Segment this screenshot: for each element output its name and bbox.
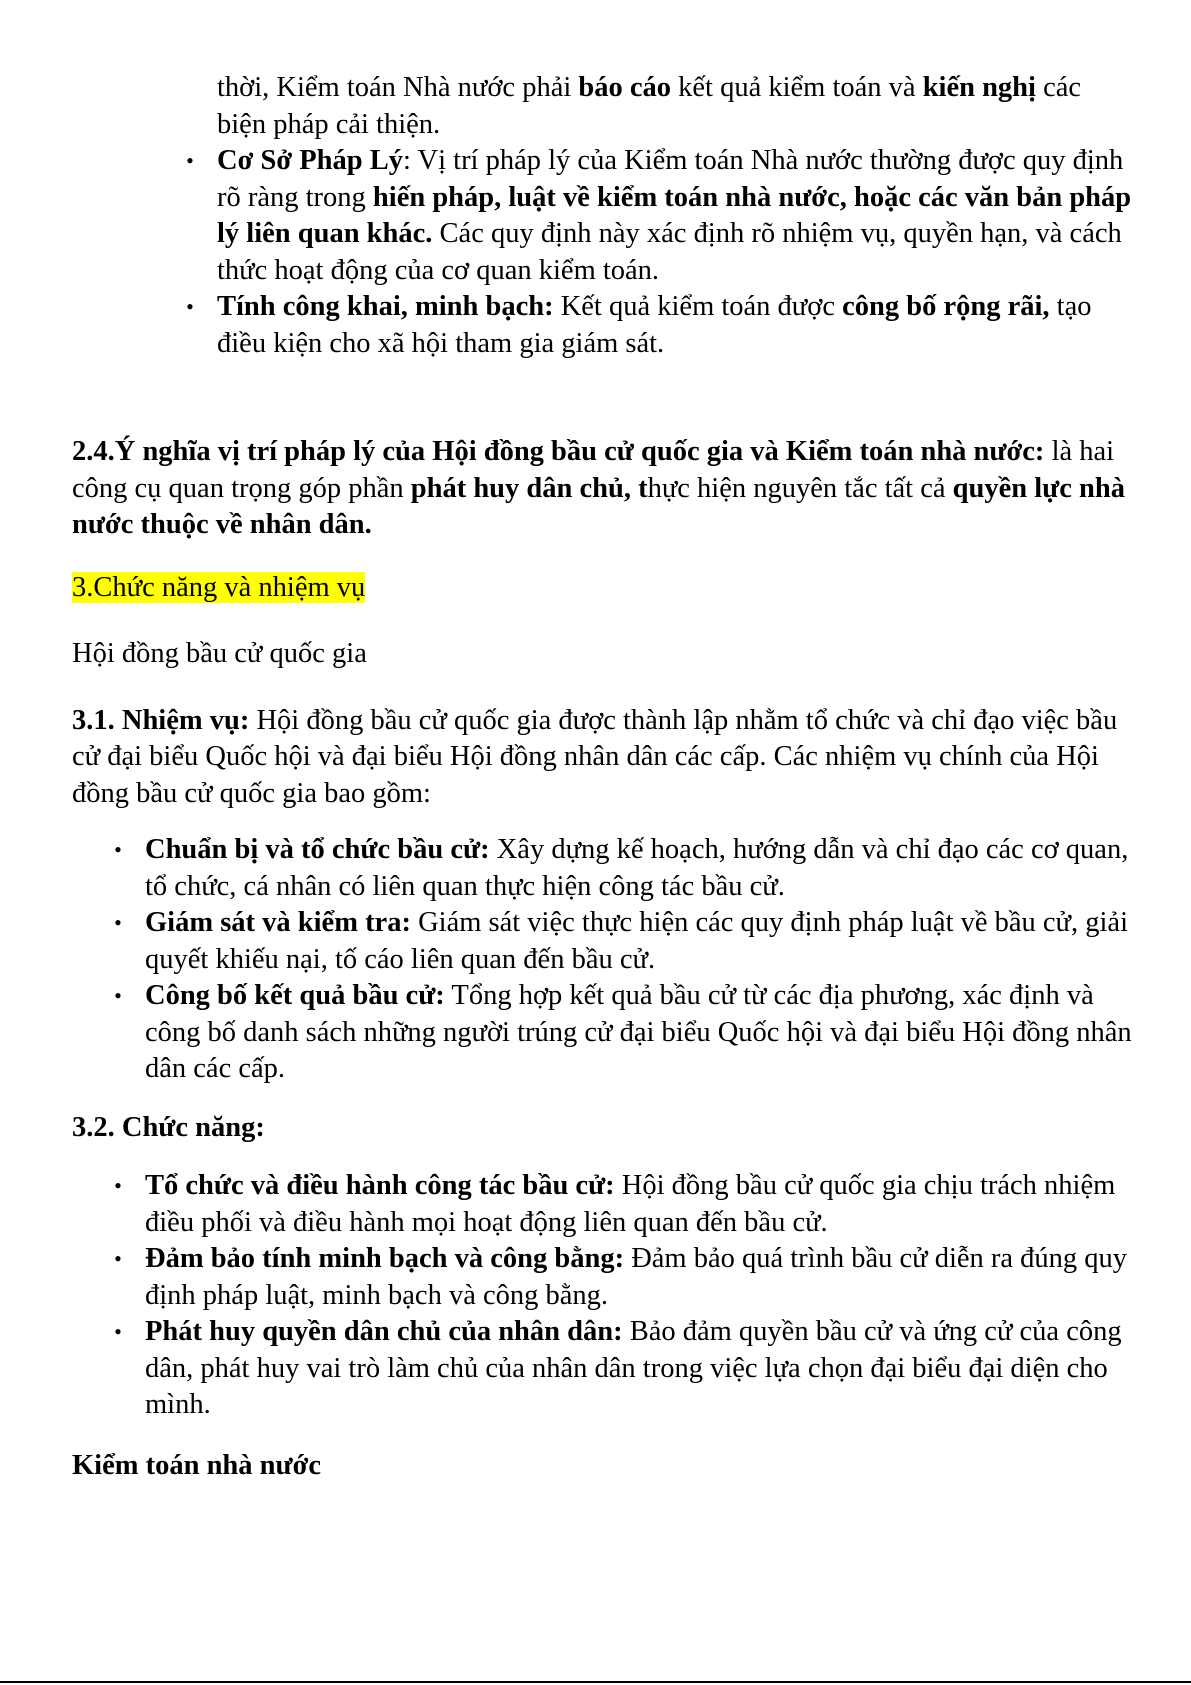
section-2-4-text-1: là hai công cụ quan trọng góp phần (72, 436, 1115, 504)
function-label: Tổ chức và điều hành công tác bầu cử: (145, 1170, 615, 1201)
continuation-text-2: kết quả kiểm toán và (671, 72, 923, 103)
section-3-1-label: 3.1. Nhiệm vụ: (72, 704, 250, 736)
page-bottom-rule (0, 1681, 1191, 1683)
bullet-icon: • (114, 983, 122, 1008)
list-item-continuation (217, 70, 1132, 143)
continuation-text-3: các biện pháp cải thiện. (217, 72, 1082, 140)
function-item (114, 1314, 1132, 1424)
duties-list (72, 832, 1132, 1088)
transparency-label: Tính công khai, minh bạch: (217, 291, 554, 322)
duty-text: Tổng hợp kết quả bầu cử từ các địa phương, xác định và công bố danh sách những người trúng cử đại biểu Quốc hội và đại biểu Hội đồng nhân dân các cấp. (145, 980, 1132, 1084)
section-3-heading: 3.Chức năng và nhiệm vụ (72, 571, 366, 603)
election-council-subheading: Hội đồng bầu cử quốc gia (72, 638, 367, 669)
continuation-bold-1: báo cáo (578, 72, 672, 103)
transparency-bold: công bố rộng rãi, (842, 291, 1050, 322)
bullet-icon: • (186, 294, 194, 319)
duty-text: Xây dựng kế hoạch, hướng dẫn và chỉ đạo các cơ quan, tổ chức, cá nhân có liên quan thực hiện công tác bầu cử. (145, 834, 1129, 902)
legal-position-list (72, 70, 1132, 362)
function-item (114, 1168, 1132, 1241)
duty-item (114, 905, 1132, 978)
functions-list (72, 1168, 1132, 1424)
duty-label: Công bố kết quả bầu cử: (145, 980, 445, 1011)
list-item-legal-basis (186, 143, 1132, 289)
legal-basis-label: Cơ Sở Pháp Lý (217, 145, 403, 176)
legal-basis-text-1: : Vị trí pháp lý của Kiểm toán Nhà nước thường được quy định rõ ràng trong (217, 145, 1124, 213)
duty-text: Giám sát việc thực hiện các quy định pháp luật về bầu cử, giải quyết khiếu nại, tố cáo liên quan đến bầu cử. (145, 907, 1128, 975)
section-3-1-paragraph (72, 703, 1132, 813)
function-label: Đảm bảo tính minh bạch và công bằng: (145, 1243, 625, 1274)
function-text: Hội đồng bầu cử quốc gia chịu trách nhiệm điều phối và điều hành mọi hoạt động liên quan đến bầu cử. (145, 1170, 1116, 1238)
section-2-4-text-2: hực hiện nguyên tắc tất cả (647, 472, 953, 504)
section-2-4-paragraph (72, 434, 1132, 544)
section-2-4-bold-2: quyền lực nhà nước thuộc về nhân dân. (72, 472, 1125, 540)
section-3-2-label: 3.2. Chức năng: (72, 1111, 265, 1143)
duty-item (114, 978, 1132, 1088)
transparency-text-2: tạo điều kiện cho xã hội tham gia giám sát. (217, 291, 1092, 359)
document-body (72, 70, 1132, 1484)
section-2-4-bold-1: phát huy dân chủ, t (410, 472, 648, 504)
legal-basis-text-2: Các quy định này xác định rõ nhiệm vụ, quyền hạn, và cách thức hoạt động của cơ quan kiểm toán. (217, 218, 1122, 286)
section-3-heading-line (72, 570, 1132, 607)
state-audit-heading: Kiểm toán nhà nước (72, 1449, 322, 1481)
bullet-icon: • (114, 837, 122, 862)
duty-label: Chuẩn bị và tổ chức bầu cử: (145, 834, 490, 865)
continuation-text-1: thời, Kiểm toán Nhà nước phải (217, 72, 579, 103)
bullet-icon: • (114, 910, 122, 935)
bullet-icon: • (186, 148, 194, 173)
transparency-text-1: Kết quả kiểm toán được (553, 291, 843, 322)
section-3-2-heading-line (72, 1110, 1132, 1147)
bullet-icon: • (114, 1246, 122, 1271)
bullet-icon: • (114, 1173, 122, 1198)
bullet-icon: • (114, 1319, 122, 1344)
function-text: Bảo đảm quyền bầu cử và ứng cử của công dân, phát huy vai trò làm chủ của nhân dân trong việc lựa chọn đại biểu đại diện cho mình. (145, 1316, 1122, 1420)
function-label: Phát huy quyền dân chủ của nhân dân: (145, 1316, 623, 1347)
duty-item (114, 832, 1132, 905)
section-3-1-text: Hội đồng bầu cử quốc gia được thành lập nhằm tổ chức và chỉ đạo việc bầu cử đại biểu Quốc hội và đại biểu Hội đồng nhân dân các cấp. Các nhiệm vụ chính của Hội đồng bầu cử quốc gia bao gồm: (72, 704, 1118, 809)
continuation-bold-2: kiến nghị (922, 72, 1036, 103)
state-audit-heading-line (72, 1448, 1132, 1485)
list-item-transparency (186, 289, 1132, 362)
legal-basis-bold: hiến pháp, luật về kiểm toán nhà nước, hoặc các văn bản pháp lý liên quan khác. (217, 181, 1132, 249)
duty-label: Giám sát và kiểm tra: (145, 907, 411, 938)
section-2-4-heading: 2.4.Ý nghĩa vị trí pháp lý của Hội đồng bầu cử quốc gia và Kiểm toán nhà nước: (72, 436, 1045, 467)
function-item (114, 1241, 1132, 1314)
function-text: Đảm bảo quá trình bầu cử diễn ra đúng quy định pháp luật, minh bạch và công bằng. (145, 1243, 1128, 1311)
